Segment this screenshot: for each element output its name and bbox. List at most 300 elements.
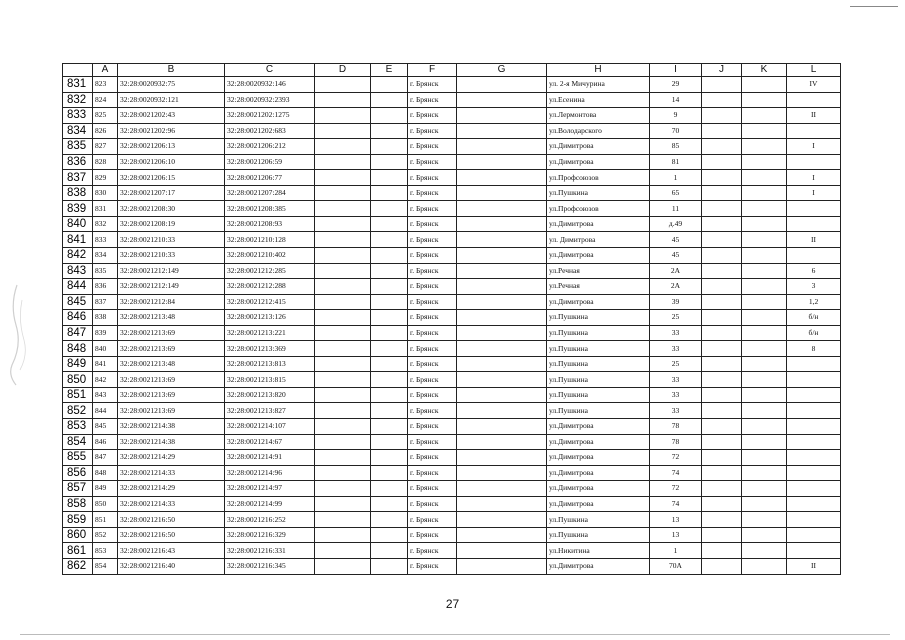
cell-h[interactable]: ул.Пушкина bbox=[547, 185, 650, 201]
row-number[interactable]: 848 bbox=[63, 341, 93, 357]
cell-k[interactable] bbox=[742, 356, 787, 372]
cell-k[interactable] bbox=[742, 558, 787, 574]
column-header-g[interactable]: G bbox=[457, 64, 547, 77]
cell-j[interactable] bbox=[702, 123, 742, 139]
cell-j[interactable] bbox=[702, 496, 742, 512]
row-number[interactable]: 832 bbox=[63, 92, 93, 108]
cell-h[interactable]: ул.Димитрова bbox=[547, 465, 650, 481]
cell-a[interactable]: 845 bbox=[93, 419, 118, 435]
cell-d[interactable] bbox=[315, 481, 371, 497]
cell-k[interactable] bbox=[742, 108, 787, 124]
cell-f[interactable]: г. Брянск bbox=[408, 434, 457, 450]
cell-l[interactable]: б/н bbox=[787, 310, 841, 326]
cell-h[interactable]: ул.Димитрова bbox=[547, 216, 650, 232]
cell-f[interactable]: г. Брянск bbox=[408, 232, 457, 248]
cell-c[interactable]: 32:28:0021213:369 bbox=[225, 341, 315, 357]
cell-i[interactable]: 85 bbox=[650, 139, 702, 155]
cell-j[interactable] bbox=[702, 154, 742, 170]
cell-j[interactable] bbox=[702, 279, 742, 295]
cell-e[interactable] bbox=[371, 527, 408, 543]
cell-h[interactable]: ул.Димитрова bbox=[547, 450, 650, 466]
cell-b[interactable]: 32:28:0021207:17 bbox=[118, 185, 225, 201]
cell-d[interactable] bbox=[315, 419, 371, 435]
column-header-l[interactable]: L bbox=[787, 64, 841, 77]
cell-b[interactable]: 32:28:0021214:38 bbox=[118, 419, 225, 435]
cell-d[interactable] bbox=[315, 248, 371, 264]
row-number[interactable]: 850 bbox=[63, 372, 93, 388]
cell-j[interactable] bbox=[702, 248, 742, 264]
cell-i[interactable]: 33 bbox=[650, 341, 702, 357]
cell-i[interactable]: 45 bbox=[650, 248, 702, 264]
cell-a[interactable]: 828 bbox=[93, 154, 118, 170]
cell-h[interactable]: ул.Володарского bbox=[547, 123, 650, 139]
row-number[interactable]: 840 bbox=[63, 216, 93, 232]
cell-h[interactable]: ул.Димитрова bbox=[547, 248, 650, 264]
cell-i[interactable]: 33 bbox=[650, 403, 702, 419]
cell-c[interactable]: 32:28:0021216:345 bbox=[225, 558, 315, 574]
cell-c[interactable]: 32:28:0021208:385 bbox=[225, 201, 315, 217]
row-number[interactable]: 853 bbox=[63, 419, 93, 435]
cell-k[interactable] bbox=[742, 543, 787, 559]
column-header-i[interactable]: I bbox=[650, 64, 702, 77]
cell-l[interactable] bbox=[787, 201, 841, 217]
cell-c[interactable]: 32:28:0021206:212 bbox=[225, 139, 315, 155]
cell-a[interactable]: 823 bbox=[93, 77, 118, 93]
cell-b[interactable]: 32:28:0021208:19 bbox=[118, 216, 225, 232]
cell-f[interactable]: г. Брянск bbox=[408, 263, 457, 279]
column-header-a[interactable]: A bbox=[93, 64, 118, 77]
column-header-b[interactable]: B bbox=[118, 64, 225, 77]
cell-d[interactable] bbox=[315, 232, 371, 248]
cell-g[interactable] bbox=[457, 341, 547, 357]
cell-a[interactable]: 826 bbox=[93, 123, 118, 139]
cell-f[interactable]: г. Брянск bbox=[408, 450, 457, 466]
cell-e[interactable] bbox=[371, 465, 408, 481]
cell-d[interactable] bbox=[315, 279, 371, 295]
cell-k[interactable] bbox=[742, 232, 787, 248]
cell-a[interactable]: 839 bbox=[93, 325, 118, 341]
cell-h[interactable]: ул.Пушкина bbox=[547, 512, 650, 528]
cell-f[interactable]: г. Брянск bbox=[408, 558, 457, 574]
cell-c[interactable]: 32:28:0021206:77 bbox=[225, 170, 315, 186]
cell-h[interactable]: ул.Пушкина bbox=[547, 527, 650, 543]
cell-h[interactable]: ул.Димитрова bbox=[547, 434, 650, 450]
cell-d[interactable] bbox=[315, 356, 371, 372]
cell-d[interactable] bbox=[315, 434, 371, 450]
cell-a[interactable]: 834 bbox=[93, 248, 118, 264]
cell-j[interactable] bbox=[702, 216, 742, 232]
cell-b[interactable]: 32:28:0021202:43 bbox=[118, 108, 225, 124]
column-header-e[interactable]: E bbox=[371, 64, 408, 77]
cell-e[interactable] bbox=[371, 248, 408, 264]
cell-d[interactable] bbox=[315, 154, 371, 170]
cell-l[interactable] bbox=[787, 123, 841, 139]
cell-k[interactable] bbox=[742, 496, 787, 512]
cell-c[interactable]: 32:28:0021213:815 bbox=[225, 372, 315, 388]
cell-l[interactable] bbox=[787, 92, 841, 108]
cell-f[interactable]: г. Брянск bbox=[408, 279, 457, 295]
cell-b[interactable]: 32:28:0021213:69 bbox=[118, 325, 225, 341]
cell-j[interactable] bbox=[702, 419, 742, 435]
row-number[interactable]: 831 bbox=[63, 77, 93, 93]
cell-c[interactable]: 32:28:0021213:820 bbox=[225, 387, 315, 403]
cell-g[interactable] bbox=[457, 419, 547, 435]
cell-h[interactable]: ул.Димитрова bbox=[547, 496, 650, 512]
cell-i[interactable]: 14 bbox=[650, 92, 702, 108]
cell-g[interactable] bbox=[457, 279, 547, 295]
cell-d[interactable] bbox=[315, 310, 371, 326]
cell-l[interactable] bbox=[787, 387, 841, 403]
cell-a[interactable]: 832 bbox=[93, 216, 118, 232]
cell-c[interactable]: 32:28:0021208:93 bbox=[225, 216, 315, 232]
cell-c[interactable]: 32:28:0021216:252 bbox=[225, 512, 315, 528]
cell-a[interactable]: 851 bbox=[93, 512, 118, 528]
cell-l[interactable] bbox=[787, 248, 841, 264]
cell-e[interactable] bbox=[371, 450, 408, 466]
cell-i[interactable]: 70 bbox=[650, 123, 702, 139]
cell-h[interactable]: ул.Димитрова bbox=[547, 294, 650, 310]
cell-f[interactable]: г. Брянск bbox=[408, 543, 457, 559]
cell-e[interactable] bbox=[371, 543, 408, 559]
cell-j[interactable] bbox=[702, 512, 742, 528]
cell-l[interactable] bbox=[787, 465, 841, 481]
row-number[interactable]: 838 bbox=[63, 185, 93, 201]
cell-i[interactable]: 39 bbox=[650, 294, 702, 310]
cell-c[interactable]: 32:28:0021214:91 bbox=[225, 450, 315, 466]
cell-i[interactable]: 33 bbox=[650, 372, 702, 388]
cell-j[interactable] bbox=[702, 434, 742, 450]
row-number[interactable]: 839 bbox=[63, 201, 93, 217]
cell-f[interactable]: г. Брянск bbox=[408, 108, 457, 124]
cell-d[interactable] bbox=[315, 294, 371, 310]
cell-i[interactable]: 78 bbox=[650, 434, 702, 450]
cell-d[interactable] bbox=[315, 92, 371, 108]
cell-j[interactable] bbox=[702, 170, 742, 186]
cell-k[interactable] bbox=[742, 294, 787, 310]
cell-h[interactable]: ул.Пушкина bbox=[547, 310, 650, 326]
cell-b[interactable]: 32:28:0021206:15 bbox=[118, 170, 225, 186]
cell-l[interactable] bbox=[787, 512, 841, 528]
cell-e[interactable] bbox=[371, 434, 408, 450]
row-number[interactable]: 861 bbox=[63, 543, 93, 559]
cell-d[interactable] bbox=[315, 465, 371, 481]
cell-b[interactable]: 32:28:0021214:29 bbox=[118, 481, 225, 497]
cell-f[interactable]: г. Брянск bbox=[408, 294, 457, 310]
cell-a[interactable]: 838 bbox=[93, 310, 118, 326]
cell-k[interactable] bbox=[742, 185, 787, 201]
cell-l[interactable] bbox=[787, 450, 841, 466]
cell-i[interactable]: 33 bbox=[650, 387, 702, 403]
cell-c[interactable]: 32:28:0021214:99 bbox=[225, 496, 315, 512]
cell-j[interactable] bbox=[702, 543, 742, 559]
cell-e[interactable] bbox=[371, 139, 408, 155]
row-number[interactable]: 846 bbox=[63, 310, 93, 326]
cell-d[interactable] bbox=[315, 185, 371, 201]
column-header-j[interactable]: J bbox=[702, 64, 742, 77]
cell-l[interactable] bbox=[787, 481, 841, 497]
cell-c[interactable]: 32:28:0021213:126 bbox=[225, 310, 315, 326]
cell-c[interactable]: 32:28:0021212:285 bbox=[225, 263, 315, 279]
row-number[interactable]: 851 bbox=[63, 387, 93, 403]
column-header-c[interactable]: C bbox=[225, 64, 315, 77]
cell-i[interactable]: 13 bbox=[650, 512, 702, 528]
row-number[interactable]: 862 bbox=[63, 558, 93, 574]
cell-j[interactable] bbox=[702, 201, 742, 217]
cell-k[interactable] bbox=[742, 512, 787, 528]
cell-b[interactable]: 32:28:0021214:29 bbox=[118, 450, 225, 466]
row-number[interactable]: 859 bbox=[63, 512, 93, 528]
cell-e[interactable] bbox=[371, 201, 408, 217]
cell-l[interactable]: II bbox=[787, 232, 841, 248]
cell-g[interactable] bbox=[457, 294, 547, 310]
row-number[interactable]: 847 bbox=[63, 325, 93, 341]
cell-i[interactable]: 29 bbox=[650, 77, 702, 93]
cell-g[interactable] bbox=[457, 248, 547, 264]
cell-f[interactable]: г. Брянск bbox=[408, 216, 457, 232]
cell-c[interactable]: 32:28:0021216:329 bbox=[225, 527, 315, 543]
cell-l[interactable]: I bbox=[787, 170, 841, 186]
cell-b[interactable]: 32:28:0021216:50 bbox=[118, 527, 225, 543]
cell-c[interactable]: 32:28:0021213:221 bbox=[225, 325, 315, 341]
cell-h[interactable]: ул. 2-я Мичурина bbox=[547, 77, 650, 93]
cell-j[interactable] bbox=[702, 294, 742, 310]
cell-l[interactable] bbox=[787, 154, 841, 170]
cell-f[interactable]: г. Брянск bbox=[408, 387, 457, 403]
cell-g[interactable] bbox=[457, 356, 547, 372]
cell-a[interactable]: 835 bbox=[93, 263, 118, 279]
row-number[interactable]: 834 bbox=[63, 123, 93, 139]
column-header-k[interactable]: K bbox=[742, 64, 787, 77]
cell-c[interactable]: 32:28:0021214:97 bbox=[225, 481, 315, 497]
cell-b[interactable]: 32:28:0021213:69 bbox=[118, 341, 225, 357]
cell-b[interactable]: 32:28:0021213:48 bbox=[118, 310, 225, 326]
cell-j[interactable] bbox=[702, 372, 742, 388]
cell-b[interactable]: 32:28:0021213:69 bbox=[118, 372, 225, 388]
cell-e[interactable] bbox=[371, 419, 408, 435]
cell-e[interactable] bbox=[371, 77, 408, 93]
cell-k[interactable] bbox=[742, 434, 787, 450]
cell-f[interactable]: г. Брянск bbox=[408, 403, 457, 419]
cell-g[interactable] bbox=[457, 434, 547, 450]
cell-l[interactable]: IV bbox=[787, 77, 841, 93]
cell-f[interactable]: г. Брянск bbox=[408, 248, 457, 264]
cell-i[interactable]: 65 bbox=[650, 185, 702, 201]
cell-h[interactable]: ул.Пушкина bbox=[547, 403, 650, 419]
cell-h[interactable]: ул.Димитрова bbox=[547, 154, 650, 170]
cell-j[interactable] bbox=[702, 108, 742, 124]
row-number[interactable]: 854 bbox=[63, 434, 93, 450]
cell-b[interactable]: 32:28:0021216:43 bbox=[118, 543, 225, 559]
cell-i[interactable]: 74 bbox=[650, 496, 702, 512]
cell-i[interactable]: 1 bbox=[650, 170, 702, 186]
cell-i[interactable]: 72 bbox=[650, 450, 702, 466]
cell-e[interactable] bbox=[371, 558, 408, 574]
cell-h[interactable]: ул.Пушкина bbox=[547, 387, 650, 403]
cell-e[interactable] bbox=[371, 294, 408, 310]
cell-f[interactable]: г. Брянск bbox=[408, 325, 457, 341]
cell-b[interactable]: 32:28:0021213:69 bbox=[118, 387, 225, 403]
cell-i[interactable]: д.49 bbox=[650, 216, 702, 232]
cell-g[interactable] bbox=[457, 512, 547, 528]
cell-j[interactable] bbox=[702, 465, 742, 481]
cell-f[interactable]: г. Брянск bbox=[408, 465, 457, 481]
cell-b[interactable]: 32:28:0021214:33 bbox=[118, 465, 225, 481]
cell-k[interactable] bbox=[742, 154, 787, 170]
row-number[interactable]: 845 bbox=[63, 294, 93, 310]
cell-b[interactable]: 32:28:0021214:33 bbox=[118, 496, 225, 512]
cell-a[interactable]: 848 bbox=[93, 465, 118, 481]
cell-g[interactable] bbox=[457, 496, 547, 512]
cell-f[interactable]: г. Брянск bbox=[408, 123, 457, 139]
cell-b[interactable]: 32:28:0021216:50 bbox=[118, 512, 225, 528]
cell-a[interactable]: 844 bbox=[93, 403, 118, 419]
cell-e[interactable] bbox=[371, 123, 408, 139]
cell-c[interactable]: 32:28:0021214:67 bbox=[225, 434, 315, 450]
cell-h[interactable]: ул.Димитрова bbox=[547, 558, 650, 574]
cell-k[interactable] bbox=[742, 263, 787, 279]
cell-f[interactable]: г. Брянск bbox=[408, 356, 457, 372]
cell-g[interactable] bbox=[457, 310, 547, 326]
cell-d[interactable] bbox=[315, 216, 371, 232]
cell-k[interactable] bbox=[742, 310, 787, 326]
cell-j[interactable] bbox=[702, 387, 742, 403]
cell-e[interactable] bbox=[371, 279, 408, 295]
cell-g[interactable] bbox=[457, 139, 547, 155]
cell-h[interactable]: ул.Пушкина bbox=[547, 325, 650, 341]
row-number[interactable]: 837 bbox=[63, 170, 93, 186]
cell-k[interactable] bbox=[742, 201, 787, 217]
cell-i[interactable]: 81 bbox=[650, 154, 702, 170]
cell-e[interactable] bbox=[371, 512, 408, 528]
cell-d[interactable] bbox=[315, 496, 371, 512]
cell-f[interactable]: г. Брянск bbox=[408, 372, 457, 388]
cell-i[interactable]: 9 bbox=[650, 108, 702, 124]
column-header-h[interactable]: H bbox=[547, 64, 650, 77]
cell-d[interactable] bbox=[315, 201, 371, 217]
row-number[interactable]: 860 bbox=[63, 527, 93, 543]
cell-g[interactable] bbox=[457, 123, 547, 139]
cell-e[interactable] bbox=[371, 325, 408, 341]
cell-e[interactable] bbox=[371, 232, 408, 248]
cell-a[interactable]: 827 bbox=[93, 139, 118, 155]
cell-k[interactable] bbox=[742, 372, 787, 388]
cell-l[interactable]: I bbox=[787, 139, 841, 155]
cell-h[interactable]: ул. Димитрова bbox=[547, 232, 650, 248]
cell-f[interactable]: г. Брянск bbox=[408, 341, 457, 357]
cell-b[interactable]: 32:28:0021213:48 bbox=[118, 356, 225, 372]
cell-c[interactable]: 32:28:0021212:415 bbox=[225, 294, 315, 310]
cell-a[interactable]: 831 bbox=[93, 201, 118, 217]
cell-a[interactable]: 852 bbox=[93, 527, 118, 543]
cell-l[interactable]: 6 bbox=[787, 263, 841, 279]
cell-g[interactable] bbox=[457, 543, 547, 559]
cell-g[interactable] bbox=[457, 558, 547, 574]
cell-j[interactable] bbox=[702, 310, 742, 326]
cell-a[interactable]: 825 bbox=[93, 108, 118, 124]
cell-i[interactable]: 11 bbox=[650, 201, 702, 217]
row-number[interactable]: 841 bbox=[63, 232, 93, 248]
cell-j[interactable] bbox=[702, 185, 742, 201]
cell-i[interactable]: 45 bbox=[650, 232, 702, 248]
cell-d[interactable] bbox=[315, 543, 371, 559]
cell-f[interactable]: г. Брянск bbox=[408, 170, 457, 186]
cell-e[interactable] bbox=[371, 310, 408, 326]
cell-a[interactable]: 853 bbox=[93, 543, 118, 559]
cell-l[interactable] bbox=[787, 527, 841, 543]
cell-b[interactable]: 32:28:0021202:96 bbox=[118, 123, 225, 139]
row-number[interactable]: 835 bbox=[63, 139, 93, 155]
cell-e[interactable] bbox=[371, 341, 408, 357]
cell-i[interactable]: 70А bbox=[650, 558, 702, 574]
cell-a[interactable]: 836 bbox=[93, 279, 118, 295]
cell-i[interactable]: 74 bbox=[650, 465, 702, 481]
cell-b[interactable]: 32:28:0021216:40 bbox=[118, 558, 225, 574]
cell-h[interactable]: ул.Речная bbox=[547, 263, 650, 279]
cell-e[interactable] bbox=[371, 185, 408, 201]
cell-a[interactable]: 824 bbox=[93, 92, 118, 108]
cell-e[interactable] bbox=[371, 263, 408, 279]
cell-f[interactable]: г. Брянск bbox=[408, 201, 457, 217]
cell-i[interactable]: 33 bbox=[650, 325, 702, 341]
cell-b[interactable]: 32:28:0021212:149 bbox=[118, 279, 225, 295]
cell-a[interactable]: 843 bbox=[93, 387, 118, 403]
cell-d[interactable] bbox=[315, 527, 371, 543]
cell-l[interactable]: б/н bbox=[787, 325, 841, 341]
cell-l[interactable] bbox=[787, 543, 841, 559]
cell-d[interactable] bbox=[315, 139, 371, 155]
cell-k[interactable] bbox=[742, 403, 787, 419]
row-number[interactable]: 856 bbox=[63, 465, 93, 481]
cell-k[interactable] bbox=[742, 139, 787, 155]
cell-a[interactable]: 840 bbox=[93, 341, 118, 357]
cell-f[interactable]: г. Брянск bbox=[408, 527, 457, 543]
cell-a[interactable]: 833 bbox=[93, 232, 118, 248]
cell-h[interactable]: ул.Димитрова bbox=[547, 419, 650, 435]
cell-d[interactable] bbox=[315, 387, 371, 403]
cell-j[interactable] bbox=[702, 558, 742, 574]
cell-d[interactable] bbox=[315, 108, 371, 124]
cell-d[interactable] bbox=[315, 263, 371, 279]
cell-d[interactable] bbox=[315, 325, 371, 341]
cell-f[interactable]: г. Брянск bbox=[408, 496, 457, 512]
cell-c[interactable]: 32:28:0020932:146 bbox=[225, 77, 315, 93]
cell-j[interactable] bbox=[702, 450, 742, 466]
cell-h[interactable]: ул.Пушкина bbox=[547, 356, 650, 372]
cell-b[interactable]: 32:28:0021208:30 bbox=[118, 201, 225, 217]
cell-c[interactable]: 32:28:0021210:128 bbox=[225, 232, 315, 248]
cell-a[interactable]: 850 bbox=[93, 496, 118, 512]
cell-g[interactable] bbox=[457, 403, 547, 419]
row-number[interactable]: 852 bbox=[63, 403, 93, 419]
cell-g[interactable] bbox=[457, 154, 547, 170]
cell-b[interactable]: 32:28:0020932:121 bbox=[118, 92, 225, 108]
cell-c[interactable]: 32:28:0021206:59 bbox=[225, 154, 315, 170]
cell-k[interactable] bbox=[742, 279, 787, 295]
cell-b[interactable]: 32:28:0021210:33 bbox=[118, 248, 225, 264]
cell-l[interactable] bbox=[787, 496, 841, 512]
cell-g[interactable] bbox=[457, 92, 547, 108]
cell-j[interactable] bbox=[702, 325, 742, 341]
cell-k[interactable] bbox=[742, 248, 787, 264]
cell-g[interactable] bbox=[457, 216, 547, 232]
cell-l[interactable]: 3 bbox=[787, 279, 841, 295]
row-number[interactable]: 833 bbox=[63, 108, 93, 124]
cell-i[interactable]: 72 bbox=[650, 481, 702, 497]
cell-g[interactable] bbox=[457, 465, 547, 481]
cell-g[interactable] bbox=[457, 170, 547, 186]
cell-l[interactable] bbox=[787, 419, 841, 435]
cell-i[interactable]: 25 bbox=[650, 356, 702, 372]
